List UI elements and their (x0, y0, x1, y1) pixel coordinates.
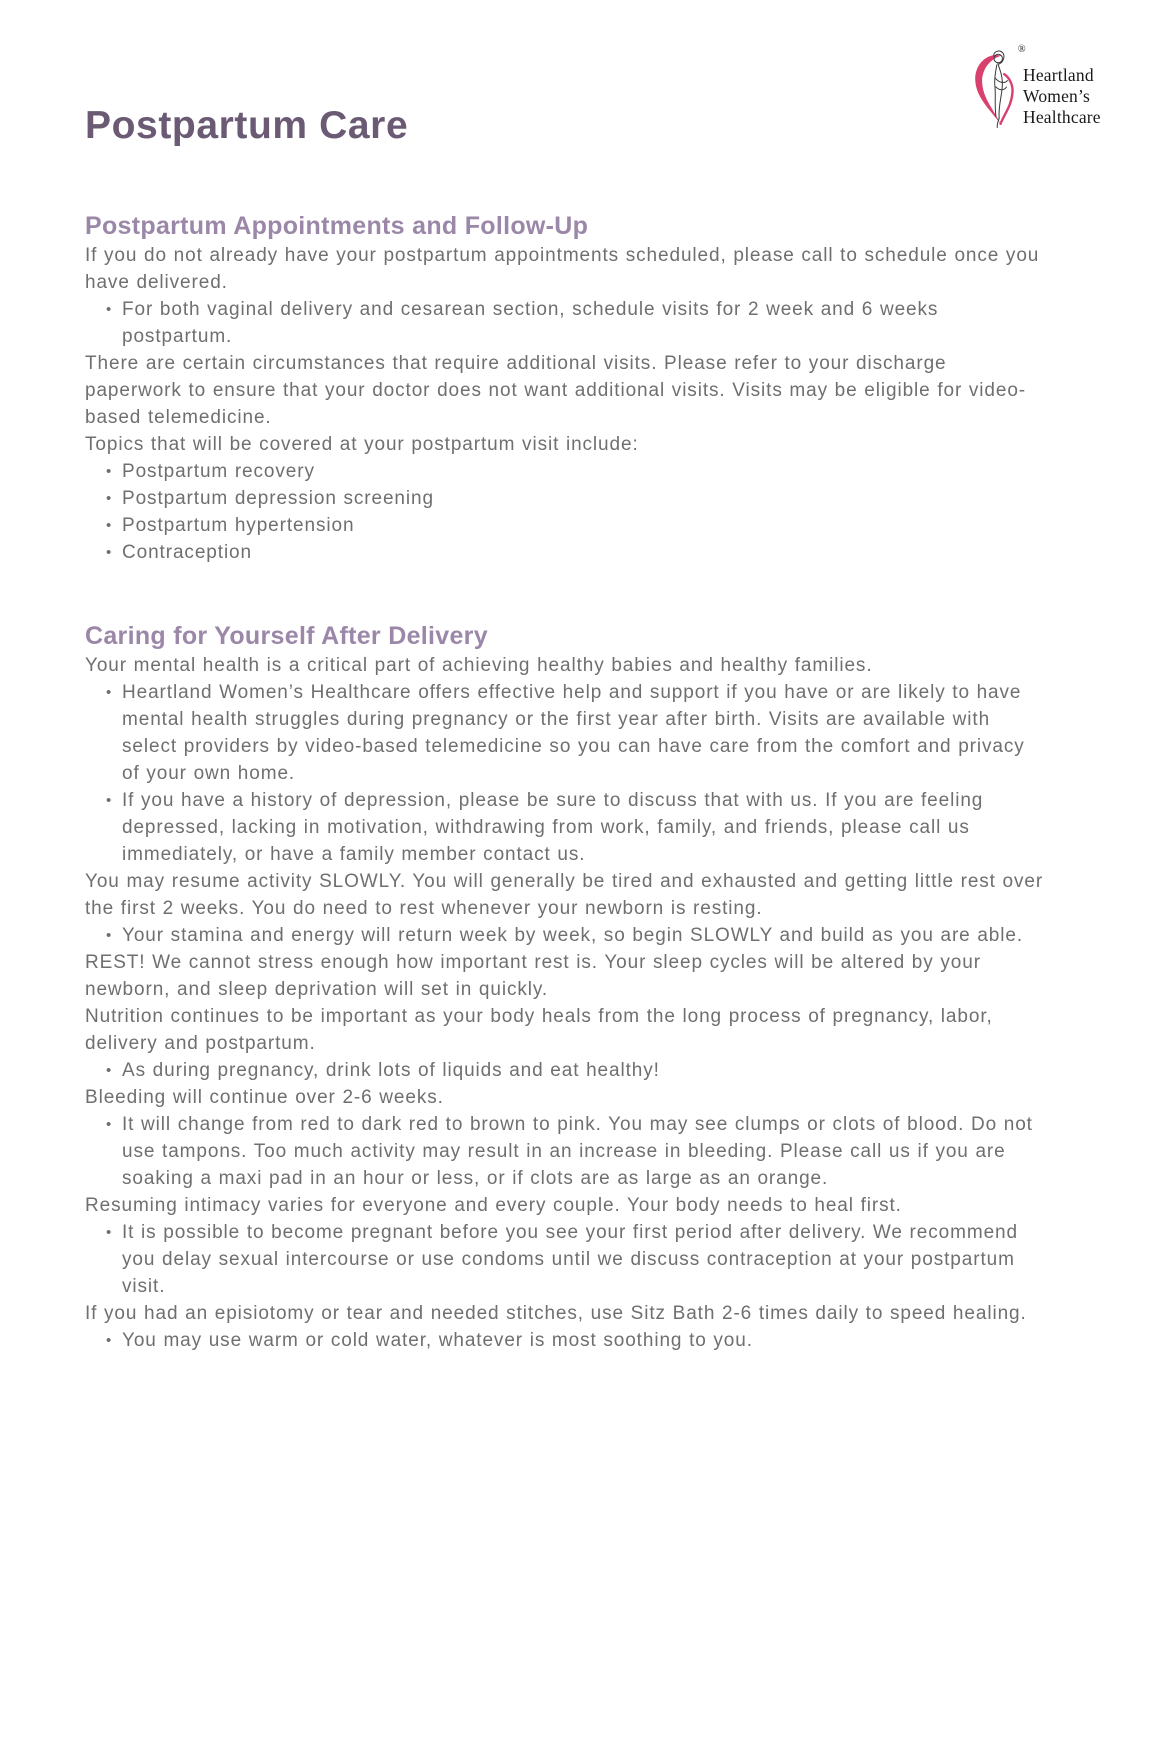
paragraph: Nutrition continues to be important as your body heals from the long process of pregnancy, labor, delivery and postpartum. (85, 1006, 993, 1054)
bullet-list (85, 1219, 1047, 1300)
paragraph: Topics that will be covered at your postpartum visit include: (85, 434, 639, 455)
section (85, 620, 1047, 1354)
paragraph: REST! We cannot stress enough how important rest is. Your sleep cycles will be altered by your newborn, and sleep deprivation will set in quickly. (85, 952, 981, 1000)
mother-and-baby-heart-icon (972, 44, 1018, 130)
list-item: • Postpartum recovery (105, 458, 1047, 485)
paragraph: If you do not already have your postpartum appointments scheduled, please call to schedule once you have delivered. (85, 245, 1040, 293)
bullet-list (85, 458, 1047, 566)
logo-line-2: Women’s (1023, 86, 1091, 106)
paragraph: If you had an episiotomy or tear and needed stitches, use Sitz Bath 2-6 times daily to speed healing. (85, 1303, 1027, 1324)
logo-wordmark (1023, 65, 1101, 130)
list-item: • Contraception (105, 539, 1047, 566)
paragraph: There are certain circumstances that require additional visits. Please refer to your discharge paperwork to ensure that your doctor does not want additional visits. Visits may be eligible for video-based telemedicine. (85, 353, 1027, 428)
bullet-list (85, 296, 1047, 350)
list-item: • Your stamina and energy will return week by week, so begin SLOWLY and build as you are able. (105, 922, 1047, 949)
bullet-list (85, 1111, 1047, 1192)
bullet-list (85, 1327, 1047, 1354)
list-item: • It will change from red to dark red to brown to pink. You may see clumps or clots of blood. Do not use tampons. Too much activity may result in an increase in bleeding. Please call us if you are soaking a maxi pad in an hour or less, or if clots are as large as an orange. (105, 1111, 1047, 1192)
logo-line-3: Healthcare (1023, 107, 1101, 127)
paragraph: You may resume activity SLOWLY. You will generally be tired and exhausted and getting little rest over the first 2 weeks. You do need to rest whenever your newborn is resting. (85, 871, 1044, 919)
paragraph: Your mental health is a critical part of achieving healthy babies and healthy families. (85, 655, 873, 676)
document-body (85, 210, 1047, 1354)
list-item: • Postpartum depression screening (105, 485, 1047, 512)
paragraph: Resuming intimacy varies for everyone and every couple. Your body needs to heal first. (85, 1195, 902, 1216)
bullet-list (85, 922, 1047, 949)
paragraph: Bleeding will continue over 2-6 weeks. (85, 1087, 444, 1108)
registered-trademark-mark: ® (1018, 44, 1026, 55)
list-item: • You may use warm or cold water, whatever is most soothing to you. (105, 1327, 1047, 1354)
section (85, 210, 1047, 566)
bullet-list (85, 679, 1047, 868)
section-heading: Postpartum Appointments and Follow-Up (85, 212, 589, 240)
bullet-list (85, 1057, 1047, 1084)
logo-line-1: Heartland (1023, 65, 1094, 85)
section-heading: Caring for Yourself After Delivery (85, 622, 488, 650)
list-item: • For both vaginal delivery and cesarean section, schedule visits for 2 week and 6 weeks postpartum. (105, 296, 1047, 350)
list-item: • It is possible to become pregnant before you see your first period after delivery. We recommend you delay sexual intercourse or use condoms until we discuss contraception at your postpartum visit. (105, 1219, 1047, 1300)
list-item: • As during pregnancy, drink lots of liquids and eat healthy! (105, 1057, 1047, 1084)
list-item: • If you have a history of depression, please be sure to discuss that with us. If you are feeling depressed, lacking in motivation, withdrawing from work, family, and friends, please call us immediately, or have a family member contact us. (105, 787, 1047, 868)
list-item: • Heartland Women’s Healthcare offers effective help and support if you have or are likely to have mental health struggles during pregnancy or the first year after birth. Visits are available with select providers by video-based telemedicine so you can have care from the comfort and privacy of your own home. (105, 679, 1047, 787)
list-item: • Postpartum hypertension (105, 512, 1047, 539)
logo (972, 44, 1101, 130)
page-title: Postpartum Care (85, 104, 409, 147)
